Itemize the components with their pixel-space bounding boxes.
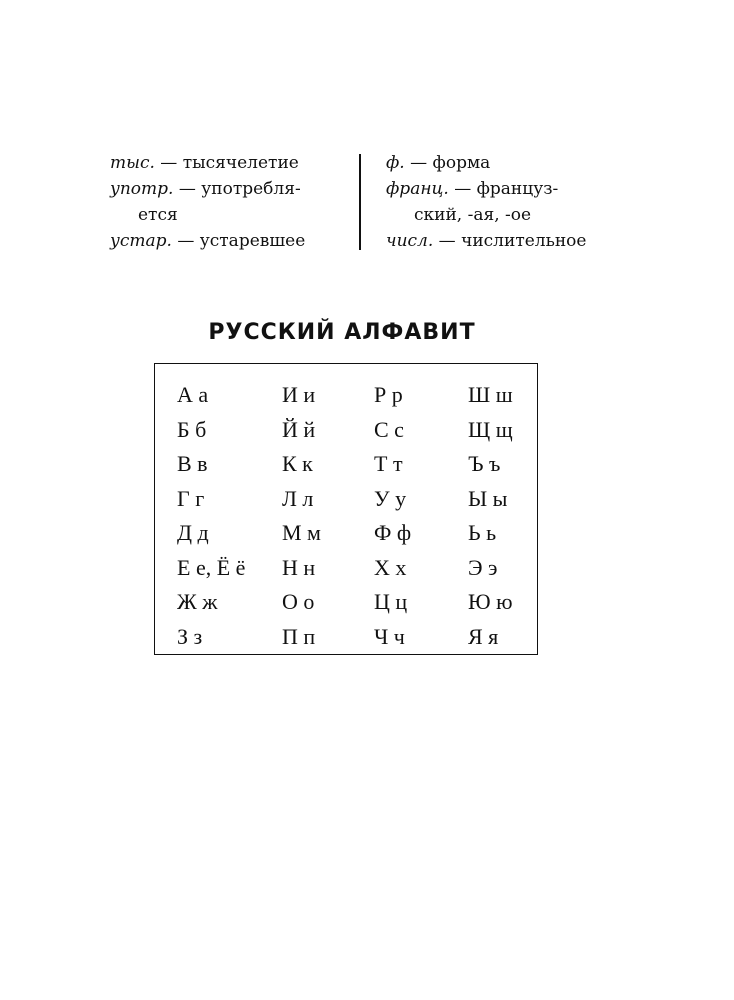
- letter-pair: Э э: [468, 554, 498, 580]
- letter-pair: Ъ ъ: [468, 451, 501, 476]
- abbreviation-entry: [110, 228, 350, 254]
- abbreviation-entry: [110, 176, 350, 202]
- letter-pair: Ь ь: [468, 520, 497, 545]
- abbreviation-dash: —: [448, 179, 477, 199]
- letter-pair: Н н: [282, 554, 316, 580]
- letter-pair: Ш ш: [468, 382, 513, 407]
- letter-pair: К к: [282, 451, 313, 476]
- letter-pair: Ж ж: [177, 589, 218, 614]
- abbreviation-entry: [386, 150, 630, 176]
- letter-pair: В в: [177, 451, 208, 476]
- alphabet-table: [154, 363, 538, 655]
- abbreviation-term: числ.: [386, 231, 434, 251]
- letter-pair: Ч ч: [374, 623, 405, 649]
- abbreviation-dash: —: [404, 153, 433, 173]
- letter-pair: Л л: [282, 485, 314, 511]
- letter-pair: З з: [177, 623, 203, 649]
- abbreviation-entry: [386, 228, 630, 254]
- abbreviation-description: форма: [432, 153, 491, 173]
- alphabet-column-4: [468, 378, 513, 654]
- letter-pair: М м: [282, 520, 321, 545]
- alphabet-column-1: [177, 378, 245, 654]
- column-divider: [359, 154, 361, 250]
- letter-pair: Т т: [374, 451, 403, 476]
- abbreviation-dash: —: [173, 179, 202, 199]
- letter-pair: Ф ф: [374, 520, 412, 545]
- letter-pair: Г г: [177, 485, 205, 511]
- abbreviation-description: француз-: [476, 179, 559, 199]
- abbreviation-description: тысячелетие: [182, 153, 299, 173]
- abbreviations-list: [110, 150, 630, 262]
- abbreviations-right-column: [386, 150, 630, 254]
- letter-pair: О о: [282, 589, 315, 614]
- abbreviation-description: устаревшее: [199, 231, 306, 251]
- abbreviation-dash: —: [171, 231, 200, 251]
- letter-pair: Ю ю: [468, 589, 513, 614]
- letter-pair: Р р: [374, 382, 403, 407]
- letter-pair: Ц ц: [374, 589, 408, 614]
- letter-pair: Д д: [177, 520, 209, 545]
- letter-pair: И и: [282, 382, 316, 407]
- abbreviation-entry: [110, 150, 350, 176]
- letter-pair: У у: [374, 485, 407, 511]
- letter-pair: Я я: [468, 623, 499, 649]
- letter-pair: Е е, Ё ё: [177, 554, 246, 580]
- letter-pair: Й й: [282, 416, 316, 442]
- letter-pair: Ы ы: [468, 485, 508, 511]
- letter-pair: С с: [374, 416, 404, 442]
- abbreviation-description: числительное: [461, 231, 587, 251]
- alphabet-column-2: [282, 378, 321, 654]
- abbreviation-term: франц.: [386, 179, 449, 199]
- alphabet-title: РУССКИЙ АЛФАВИТ: [208, 320, 476, 345]
- abbreviation-term: тыс.: [110, 153, 155, 173]
- abbreviation-continuation: ский, -ая, -ое: [414, 205, 532, 225]
- abbreviation-dash: —: [154, 153, 183, 173]
- abbreviation-term: устар.: [110, 231, 172, 251]
- abbreviation-continuation: ется: [138, 205, 178, 225]
- abbreviation-dash: —: [433, 231, 462, 251]
- abbreviation-entry: [386, 176, 630, 202]
- abbreviation-description: употребля-: [201, 179, 301, 199]
- abbreviations-left-column: [110, 150, 350, 254]
- letter-pair: Х х: [374, 554, 407, 580]
- abbreviation-term: ф.: [386, 153, 405, 173]
- letter-pair: Щ щ: [468, 416, 513, 442]
- abbreviation-term: употр.: [110, 179, 174, 199]
- letter-pair: П п: [282, 623, 316, 649]
- letter-pair: Б б: [177, 416, 207, 442]
- letter-pair: А а: [177, 382, 209, 407]
- alphabet-column-3: [374, 378, 411, 654]
